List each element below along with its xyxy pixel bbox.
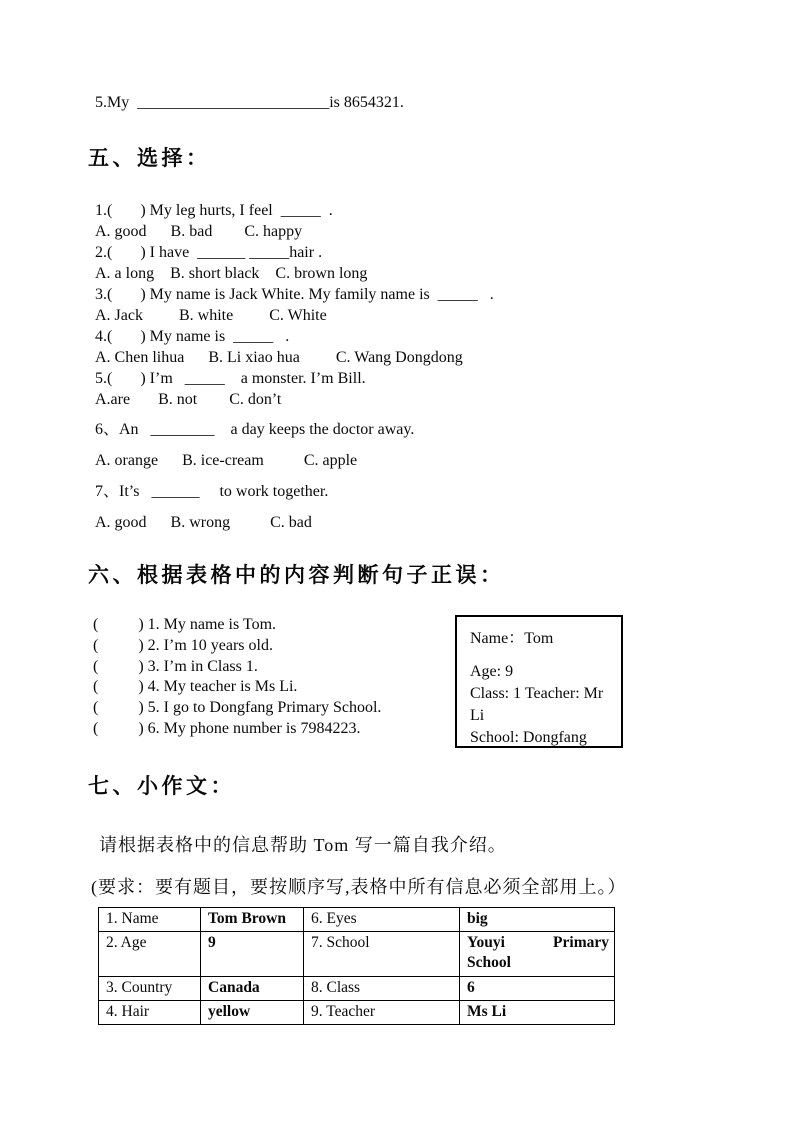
section-six-title: 六、根据表格中的内容判断句子正误： bbox=[88, 564, 505, 587]
essay-instruction: 请根据表格中的信息帮助 Tom 写一篇自我介绍。 bbox=[99, 835, 507, 855]
choice-questions-block-spaced bbox=[95, 419, 414, 543]
choice-question-5: 5.( ) I’m _____ a monster. I’m Bill. bbox=[95, 370, 366, 387]
judge-item-4: ( ) 4. My teacher is Ms Li. bbox=[93, 678, 298, 696]
judge-item-5: ( ) 5. I go to Dongfang Primary School. bbox=[93, 699, 382, 717]
choice-question-3: 3.( ) My name is Jack White. My family name is _____ . bbox=[95, 286, 494, 303]
choice-options-2: A. a long B. short black C. brown long bbox=[95, 265, 368, 282]
essay-info-table bbox=[98, 907, 615, 1025]
section-five-title: 五、选择： bbox=[88, 147, 211, 170]
judge-item-1: ( ) 1. My name is Tom. bbox=[93, 616, 277, 633]
table-cell-value: big bbox=[460, 908, 615, 932]
table-cell-value: Ms Li bbox=[460, 1001, 615, 1025]
choice-question-6: 6、An ________ a day keeps the doctor away. bbox=[95, 421, 415, 438]
table-cell-label: 3. Country bbox=[99, 977, 201, 1001]
choice-question-2: 2.( ) I have ______ _____hair . bbox=[95, 244, 323, 261]
table-row bbox=[99, 908, 615, 932]
table-cell-value: Canada bbox=[201, 977, 304, 1001]
choice-options-1: A. good B. bad C. happy bbox=[95, 223, 303, 240]
table-cell-label: 9. Teacher bbox=[304, 1001, 460, 1025]
choice-options-4: A. Chen lihua B. Li xiao hua C. Wang Dongdong bbox=[95, 349, 463, 366]
judge-item-2: ( ) 2. I’m 10 years old. bbox=[93, 636, 273, 654]
choice-options-3: A. Jack B. white C. White bbox=[95, 307, 327, 324]
table-row bbox=[99, 932, 615, 977]
choice-options-7: A. good B. wrong C. bad bbox=[95, 514, 312, 531]
table-cell-label: 6. Eyes bbox=[304, 908, 460, 932]
choice-options-6: A. orange B. ice-cream C. apple bbox=[95, 452, 358, 469]
choice-questions-block bbox=[95, 200, 494, 410]
table-cell-label: 8. Class bbox=[304, 977, 460, 1001]
table-cell-value: 6 bbox=[460, 977, 615, 1001]
table-cell-value: yellow bbox=[201, 1001, 304, 1025]
tom-info-box bbox=[455, 615, 623, 748]
essay-requirement: (要求：要有题目，要按顺序写,表格中所有信息必须全部用上。） bbox=[91, 877, 627, 897]
fill-blank-question-5: 5.My ________________________is 8654321. bbox=[95, 94, 404, 111]
choice-question-7: 7、It’s ______ to work together. bbox=[95, 483, 329, 500]
table-cell-value: Tom Brown bbox=[201, 908, 304, 932]
choice-options-5: A.are B. not C. don’t bbox=[95, 391, 282, 408]
info-box-class-teacher: Class: 1 Teacher: Mr Li bbox=[470, 685, 608, 724]
table-cell-value: Youyi Primary School bbox=[460, 932, 615, 977]
table-cell-label: 4. Hair bbox=[99, 1001, 201, 1025]
info-box-school: School: Dongfang bbox=[470, 729, 587, 746]
info-box-age: Age: 9 bbox=[470, 663, 514, 680]
judge-item-6: ( ) 6. My phone number is 7984223. bbox=[93, 719, 361, 737]
table-cell-label: 2. Age bbox=[99, 932, 201, 977]
essay-info-table-wrap bbox=[98, 907, 615, 1025]
info-box-name: Name：Tom bbox=[470, 630, 554, 647]
table-cell-label: 1. Name bbox=[99, 908, 201, 932]
judge-items-block bbox=[93, 615, 381, 740]
table-cell-value: 9 bbox=[201, 932, 304, 977]
table-cell-label: 7. School bbox=[304, 932, 460, 977]
choice-question-4: 4.( ) My name is _____ . bbox=[95, 328, 290, 345]
section-seven-title: 七、小作文： bbox=[88, 775, 235, 798]
table-row bbox=[99, 1001, 615, 1025]
table-row bbox=[99, 977, 615, 1001]
judge-item-3: ( ) 3. I’m in Class 1. bbox=[93, 657, 258, 675]
choice-question-1: 1.( ) My leg hurts, I feel _____ . bbox=[95, 202, 333, 219]
